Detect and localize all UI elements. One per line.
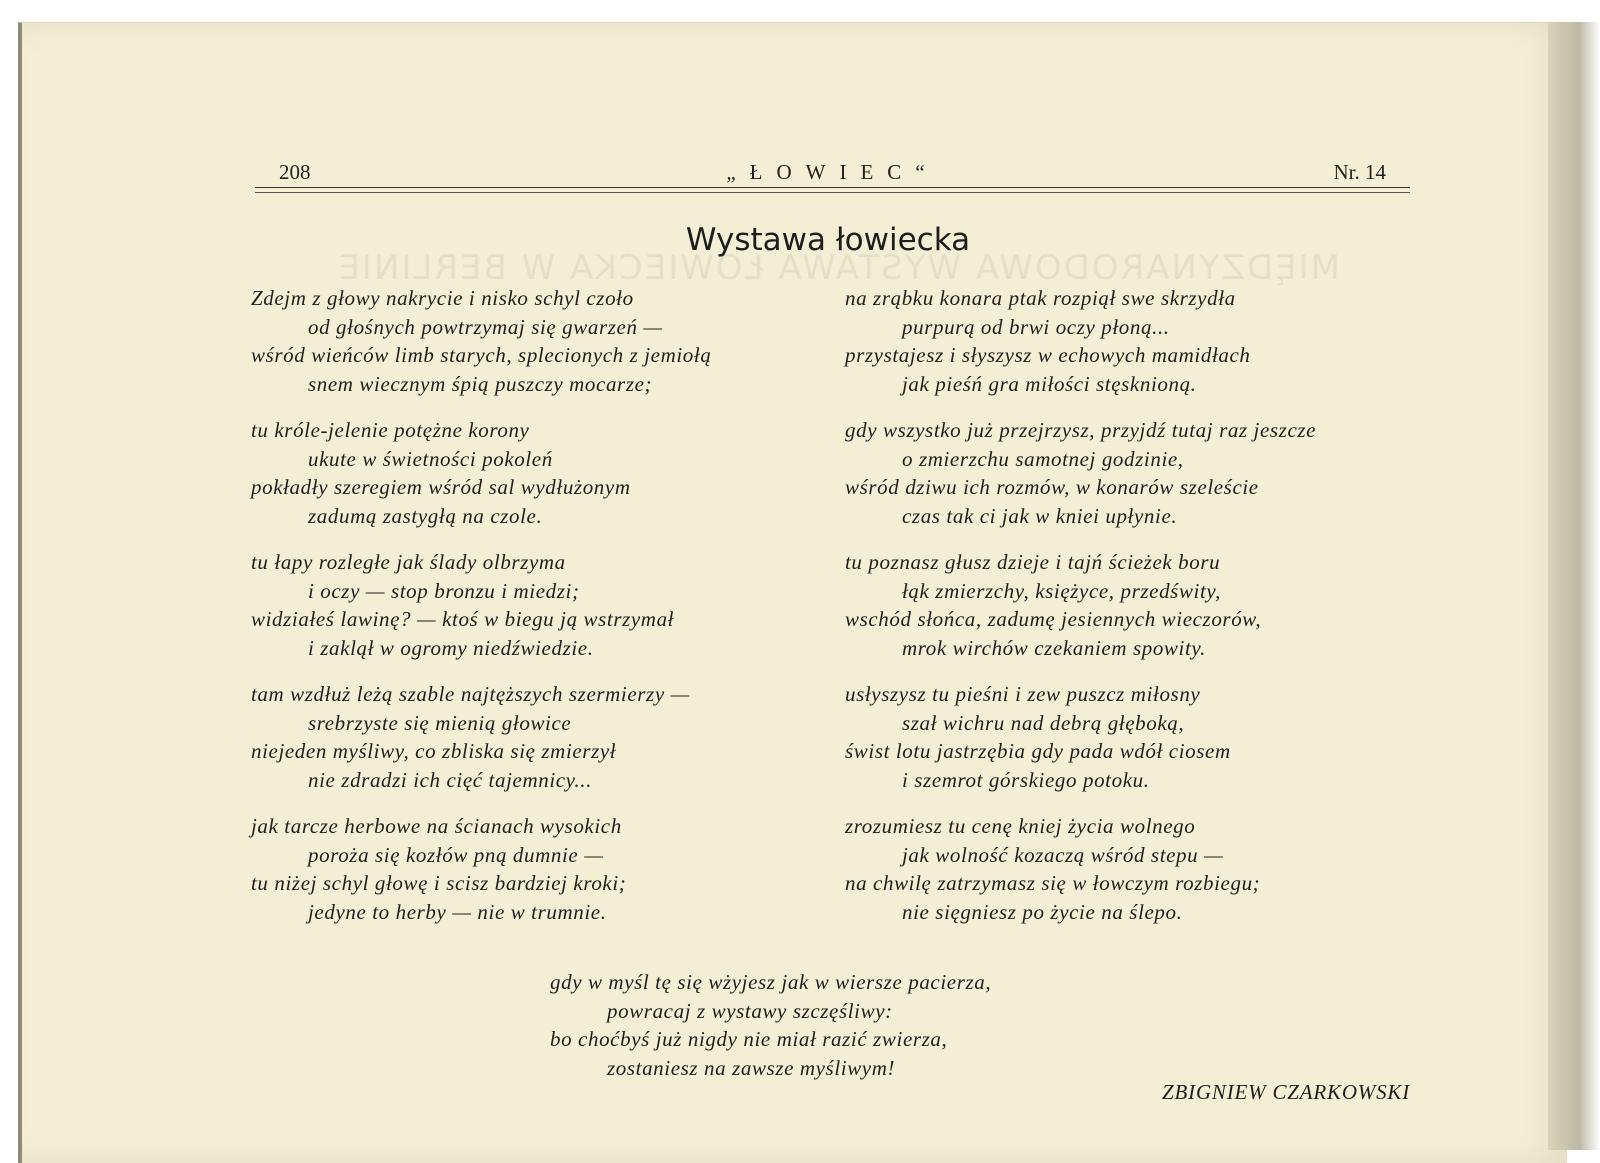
stanza (845, 416, 1435, 548)
verse-line: wśród dziwu ich rozmów, w konarów szeleście (845, 475, 1259, 499)
stanza (251, 548, 811, 680)
verse-line: tu króle-jelenie potężne korony (251, 418, 530, 442)
verse-line: jedyne to herby — nie w trumnie. (308, 899, 607, 924)
issue-number: Nr. 14 (1333, 160, 1386, 184)
verse-line: ukute w świetności pokoleń (308, 446, 553, 471)
verse-line: świst lotu jastrzębia gdy pada wdół ciosem (845, 739, 1231, 763)
verse-line: i zaklął w ogromy niedźwiedzie. (308, 635, 594, 660)
stanza (845, 680, 1435, 812)
author-signature: ZBIGNIEW CZARKOWSKI (1162, 1080, 1410, 1104)
verse-line: przystajesz i słyszysz w echowych mamidłach (845, 343, 1251, 367)
verse-line: tu niżej schyl głowę i scisz bardziej kroki; (251, 871, 627, 895)
verse-line: srebrzyste się mienią głowice (308, 710, 572, 735)
left-column (251, 284, 811, 944)
verse-line: niejeden myśliwy, co zbliska się zmierzył (251, 739, 617, 763)
page-header (255, 160, 1410, 196)
verse-line: usłyszysz tu pieśni i zew puszcz miłosny (845, 682, 1201, 706)
verse-line: Zdejm z głowy nakrycie i nisko schyl czoło (251, 286, 634, 310)
right-column (845, 284, 1435, 944)
verse-line: tam wzdłuż leżą szable najtęższych szermierzy — (251, 682, 690, 706)
stanza (251, 284, 811, 416)
verse-line: powracaj z wystawy szczęśliwy: (607, 998, 893, 1023)
verse-line: szał wichru nad debrą głęboką, (902, 710, 1185, 735)
verse-line: i oczy — stop bronzu i miedzi; (308, 578, 580, 603)
verse-line: na zrąbku konara ptak rozpiął swe skrzydła (845, 286, 1236, 310)
poem-title: Wystawa łowiecka (685, 222, 971, 258)
stanza (845, 548, 1435, 680)
verse-line: mrok wirchów czekaniem spowity. (902, 635, 1207, 660)
verse-line: zrozumiesz tu cenę kniej życia wolnego (845, 814, 1196, 838)
verse-line: pokładły szeregiem wśród sal wydłużonym (251, 475, 631, 499)
verse-line: o zmierzchu samotnej godzinie, (902, 446, 1184, 471)
stanza (251, 416, 811, 548)
verse-line: tu poznasz głusz dzieje i tajń ścieżek boru (845, 550, 1221, 574)
verse-line: bo choćbyś już nigdy nie miał razić zwierza, (550, 1027, 948, 1051)
verse-line: poroża się kozłów pną dumnie — (308, 842, 604, 867)
page-number: 208 (279, 160, 311, 184)
verse-line: widziałeś lawinę? — ktoś w biegu ją wstrzymał (251, 607, 675, 631)
stanza (251, 680, 811, 812)
page-edge (1548, 22, 1600, 1150)
stanza (251, 812, 811, 944)
verse-line: zadumą zastygłą na czole. (308, 503, 543, 528)
verse-line: tu łapy rozległe jak ślady olbrzyma (251, 550, 566, 574)
verse-line: wśród wieńców limb starych, splecionych z jemiołą (251, 343, 712, 367)
verse-line: jak pieśń gra miłości stęsknioną. (902, 371, 1197, 396)
stanza (845, 812, 1435, 944)
verse-line: snem wiecznym śpią puszczy mocarze; (308, 371, 653, 396)
verse-line: łąk zmierzchy, księżyce, przedświty, (902, 578, 1222, 603)
verse-line: zostaniesz na zawsze myśliwym! (607, 1055, 896, 1080)
verse-line: jak wolność kozaczą wśród stepu — (902, 842, 1224, 867)
verse-line: na chwilę zatrzymasz się w łowczym rozbiegu; (845, 871, 1261, 895)
header-rule-thin (255, 192, 1410, 193)
verse-line: nie sięgniesz po życie na ślepo. (902, 899, 1183, 924)
verse-line: i szemrot górskiego potoku. (902, 767, 1150, 792)
closing-stanza (550, 968, 1170, 1082)
header-rule (255, 187, 1410, 188)
verse-line: purpurą od brwi oczy płoną... (902, 314, 1170, 339)
show-through-text: MIĘDZYNARODOWA WYSTAWA ŁOWIECKA W BERLINIE (336, 248, 1340, 288)
stanza (845, 284, 1435, 416)
verse-line: gdy w myśl tę się wżyjesz jak w wiersze pacierza, (550, 970, 992, 994)
verse-line: gdy wszystko już przejrzysz, przyjdź tutaj raz jeszcze (845, 418, 1317, 442)
verse-line: jak tarcze herbowe na ścianach wysokich (251, 814, 622, 838)
verse-line: od głośnych powtrzymaj się gwarzeń — (308, 314, 663, 339)
verse-line: wschód słońca, zadumę jesiennych wieczorów, (845, 607, 1262, 631)
verse-line: nie zdradzi ich cięć tajemnicy... (308, 767, 592, 792)
journal-name: „ŁOWIEC“ (726, 160, 939, 184)
verse-line: czas tak ci jak w kniei upłynie. (902, 503, 1178, 528)
